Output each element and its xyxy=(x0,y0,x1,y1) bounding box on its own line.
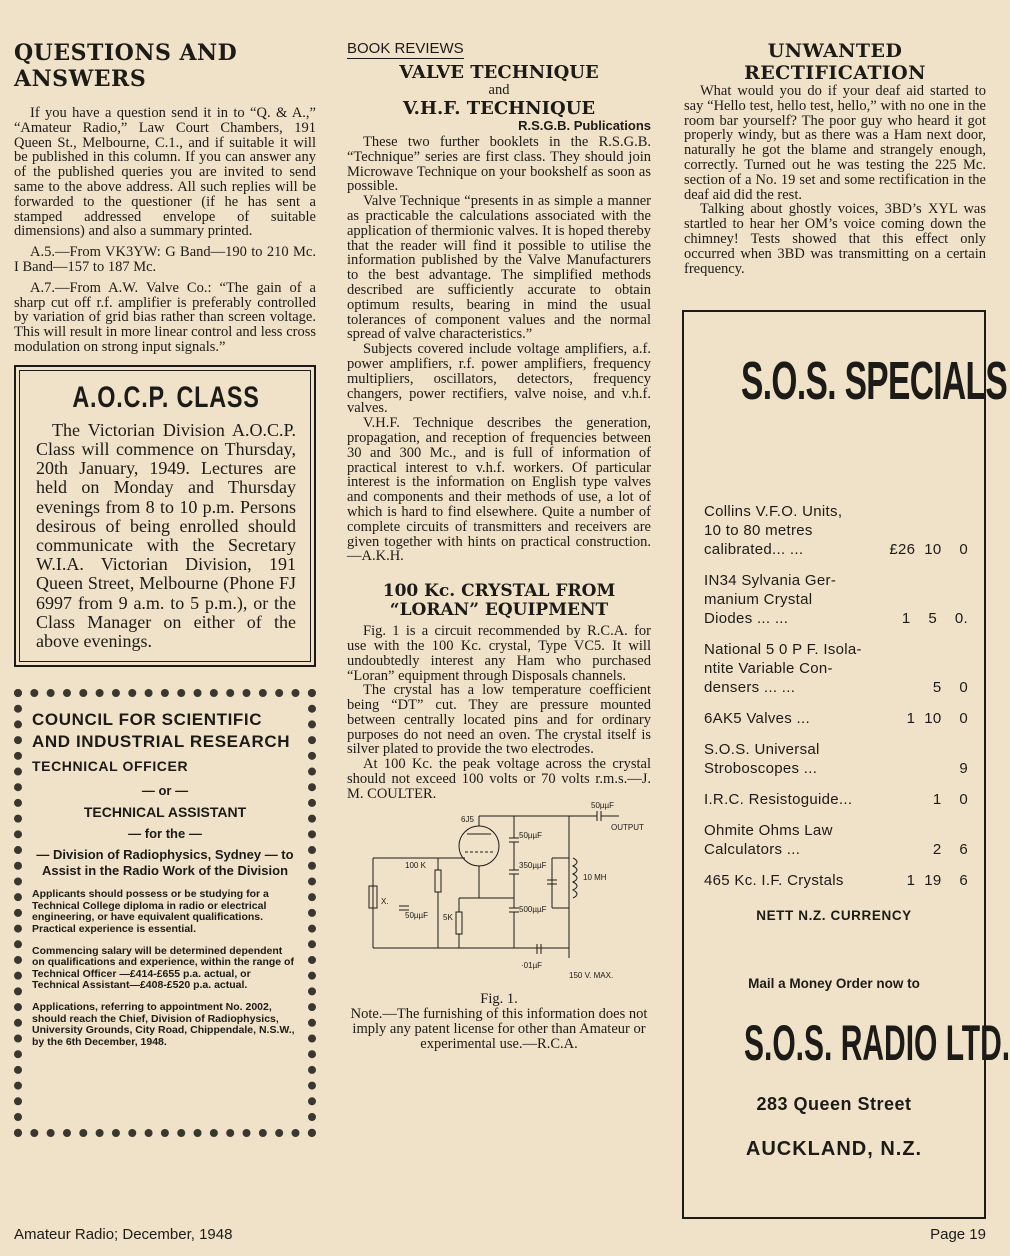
unwanted-title: UNWANTED RECTIFICATION xyxy=(744,40,926,84)
csir-or: — or — xyxy=(141,783,189,799)
sos-advertisement xyxy=(682,310,1010,1219)
review-publisher: R.S.G.B. Publications xyxy=(518,118,651,133)
crystal-para-1: Fig. 1 is a circuit recommended by R.C.A. for use with the 100 Kc. crystal, Type VC5. It will undoubtedly interest any Ham who purchased “Loran” equipment through Disposals channels. xyxy=(347,623,651,684)
sos-item-price: 9 xyxy=(959,760,968,777)
label-c3: 350µµF xyxy=(519,860,547,870)
aocp-title: A.O.C.P. CLASS xyxy=(72,380,260,414)
csir-applications: Applications, referring to appointment No. 2002, should reach the Chief, Division of Radiophysics, University Grounds, City Road, Chippendale, N.S.W., by the 6th December, 1948. xyxy=(32,1000,295,1048)
label-r1: 100 K xyxy=(405,860,426,870)
sos-item-price: £26 10 0 xyxy=(889,541,968,558)
crystal-para-2: The crystal has a low temperature coefficient being “DT” cut. They are pressure mounted between centrally located pins and for ordinary purposes do not need an oven. The crystal itself is silver plated to provide the two electrodes. xyxy=(347,682,651,758)
sos-item-desc: National 5 0 P F. Isola- ntite Variable Con- densers ... ... xyxy=(704,641,862,696)
label-output: OUTPUT xyxy=(611,822,644,832)
sos-item-price: 2 6 xyxy=(932,841,968,858)
review-title-and: and xyxy=(488,82,510,98)
label-supply: 150 V. MAX. xyxy=(569,970,614,980)
sos-item xyxy=(704,571,968,628)
sos-item-list xyxy=(704,502,968,902)
sos-city: AUCKLAND, N.Z. xyxy=(745,1138,923,1160)
csir-title: COUNCIL FOR SCIENTIFIC AND INDUSTRIAL RESEARCH xyxy=(32,710,291,752)
review-title-2: V.H.F. TECHNIQUE xyxy=(402,98,596,119)
qa-title: QUESTIONS AND ANSWERS xyxy=(14,40,238,92)
footer-publication: Amateur Radio; December, 1948 xyxy=(14,1226,233,1243)
csir-officer: TECHNICAL OFFICER xyxy=(32,758,189,775)
resistor-5k xyxy=(456,912,462,934)
sos-item-price: 1 5 0. xyxy=(901,610,968,627)
sos-street: 283 Queen Street xyxy=(756,1094,912,1114)
sos-item xyxy=(704,640,968,697)
label-c2: 50µµF xyxy=(405,910,429,920)
label-c4: 500µµF xyxy=(519,904,547,914)
sos-currency-note: NETT N.Z. CURRENCY xyxy=(756,908,912,923)
label-c6: 50µµF xyxy=(591,800,615,810)
sos-item-desc: Ohmite Ohms Law Calculators ... xyxy=(704,822,833,858)
review-para-3: Subjects covered include voltage amplifiers, a.f. power amplifiers, r.f. power amplifiers, frequency multipliers, oscillators, detectors, frequency changers, power rectifiers, valve noise, and v.h.f. valves. xyxy=(347,341,651,417)
sos-item xyxy=(704,502,968,559)
unwanted-para-2: Talking about ghostly voices, 3BD’s XYL was startled to hear her OM’s voice coming down the chimney! Tests showed that this effect only occurred when 3BD was transmitting on a certain frequency. xyxy=(684,201,986,277)
sos-item-desc: I.R.C. Resistoguide... xyxy=(704,791,853,808)
sos-item-price: 1 19 6 xyxy=(906,872,968,889)
coil-symbol xyxy=(573,858,577,898)
csir-assistant: TECHNICAL ASSISTANT xyxy=(83,804,247,821)
review-para-4: V.H.F. Technique describes the generation, propagation, and reception of frequencies between 30 and 300 Mc., and is full of information of practical interest to v.h.f. workers. Of particular interest is the information on English type valves and components and their methods of use, a lot of which is hard to find elsewhere. Quite a number of complete circuits of transmitters and receivers are given together with hints on practical construction.—A.K.H. xyxy=(347,415,651,565)
sos-title: S.O.S. SPECIALS xyxy=(741,351,1008,411)
sos-item xyxy=(704,871,968,890)
qa-answer-a5: A.5.—From VK3YW: G Band—190 to 210 Mc. I Band—157 to 187 Mc. xyxy=(14,244,316,275)
sos-item-price: 5 0 xyxy=(932,679,968,696)
sos-item xyxy=(704,709,968,728)
aocp-text: The Victorian Division A.O.C.P. Class will commence on Thursday, 20th January, 1949. Lectures are held on Monday and Thursday evenings from 8 to 10 p.m. Persons desirous of being enrolled should communicate with the Secretary W.I.A. Victorian Division, 191 Queen Street, Melbourne (Phone FJ 6997 from 9 a.m. to 5 p.m.), or the Class Manager on either of the above evenings. xyxy=(36,419,296,651)
figure-note: Note.—The furnishing of this information does not imply any patent license for other than Amateur or experimental use.—R.C.A. xyxy=(350,1005,648,1052)
left-column xyxy=(14,40,316,1137)
sos-item-desc: 6AK5 Valves ... xyxy=(704,710,810,727)
figure-caption: Fig. 1. xyxy=(480,990,518,1007)
sos-item xyxy=(704,790,968,809)
aocp-class-notice xyxy=(14,365,316,667)
sos-item xyxy=(704,740,968,778)
label-valve: 6J5 xyxy=(461,814,474,824)
label-coil: 10 MH xyxy=(583,872,607,882)
crystal-title: 100 Kc. CRYSTAL FROM “LORAN” EQUIPMENT xyxy=(382,581,616,621)
right-column xyxy=(684,40,986,276)
unwanted-para-1: What would you do if your deaf aid started to say “Hello test, hello test, hello,” with no one in the room bar yourself? The poor guy who heard it got properly windy, but as there was a Ham next door, naturally he got the blame and strangely enough, correctly. Turned out he was testing the 225 Mc. section of a No. 19 set and some rectification in the deaf aid did the rest. xyxy=(684,83,986,203)
sos-item-desc: S.O.S. Universal Stroboscopes ... xyxy=(704,741,820,777)
csir-for: — for the — xyxy=(128,826,202,842)
review-title-1: VALVE TECHNIQUE xyxy=(399,62,599,83)
sos-item-desc: 465 Kc. I.F. Crystals xyxy=(704,872,844,889)
label-c1: 50µµF xyxy=(519,830,543,840)
review-para-1: These two further booklets in the R.S.G.B. “Technique” series are first class. They should join Microwave Technique on your bookshelf as soon as possible. xyxy=(347,134,651,195)
label-r2: 5K xyxy=(443,912,453,922)
valve-symbol xyxy=(459,826,499,866)
crystal-para-3: At 100 Kc. the peak voltage across the crystal should not exceed 100 volts or 70 volts r.m.s.—J. M. COULTER. xyxy=(347,756,651,802)
qa-answer-a7: A.7.—From A.W. Valve Co.: “The gain of a sharp cut off r.f. amplifier is preferably controlled by variation of grid bias rather than screen voltage. This will result in more linear control and less cross modulation on strong input signals.” xyxy=(14,279,316,355)
label-crystal: X. xyxy=(381,896,389,906)
qa-intro: If you have a question send it in to “Q. & A.,” “Amateur Radio,” Law Court Chambers, 191 Queen St., Melbourne, C.1., and if suitable it will be published in this column. If you can answer any of the published queries you are invited to send same to the above address. All such replies will be forwarded to the questioner (if he has sent a stamped addressed envelope of suitable dimensions) and also a summary printed. xyxy=(14,105,316,240)
section-label: BOOK REVIEWS xyxy=(347,40,464,57)
csir-division: — Division of Radiophysics, Sydney — to Assist in the Radio Work of the Division xyxy=(36,847,294,879)
sos-item-price: 1 0 xyxy=(932,791,968,808)
sos-item xyxy=(704,821,968,859)
label-c5: ·01µF xyxy=(521,960,543,970)
sos-item-desc: IN34 Sylvania Ger- manium Crystal Diodes ... ... xyxy=(704,572,837,627)
sos-company-name: S.O.S. RADIO LTD. xyxy=(744,1015,1010,1071)
resistor-100k xyxy=(435,870,441,892)
footer-page-number: Page 19 xyxy=(930,1226,986,1243)
csir-requirements: Applicants should possess or be studying for a Technical College diploma in radio or electrical engineering, or have equivalent qualifications. Practical experience is essential. xyxy=(32,888,269,935)
csir-salary: Commencing salary will be determined dependent on qualifications and experience, within the range of Technical Officer —£414-£655 p.a. actual, or Technical Assistant—£408-£520 p.a. actual. xyxy=(32,944,294,992)
sos-item-price: 1 10 0 xyxy=(906,710,968,727)
sos-mail-order: Mail a Money Order now to xyxy=(748,976,920,991)
sos-item-desc: Collins V.F.O. Units, 10 to 80 metres calibrated... ... xyxy=(704,503,843,558)
csir-advertisement xyxy=(14,689,316,1137)
review-para-2: Valve Technique “presents in as simple a manner as practicable the calculations associated with the application of thermionic valves. It is hoped thereby that the reader will find it possible to utilise the information published by the Valve Manufacturers to the best advantage. The simplified methods described are sufficiently accurate to obtain optimum results, bearing in mind the usual tolerances of component values and the normal spread of valve characteristics.” xyxy=(347,193,651,343)
circuit-diagram xyxy=(369,800,644,988)
middle-column xyxy=(347,40,651,1052)
